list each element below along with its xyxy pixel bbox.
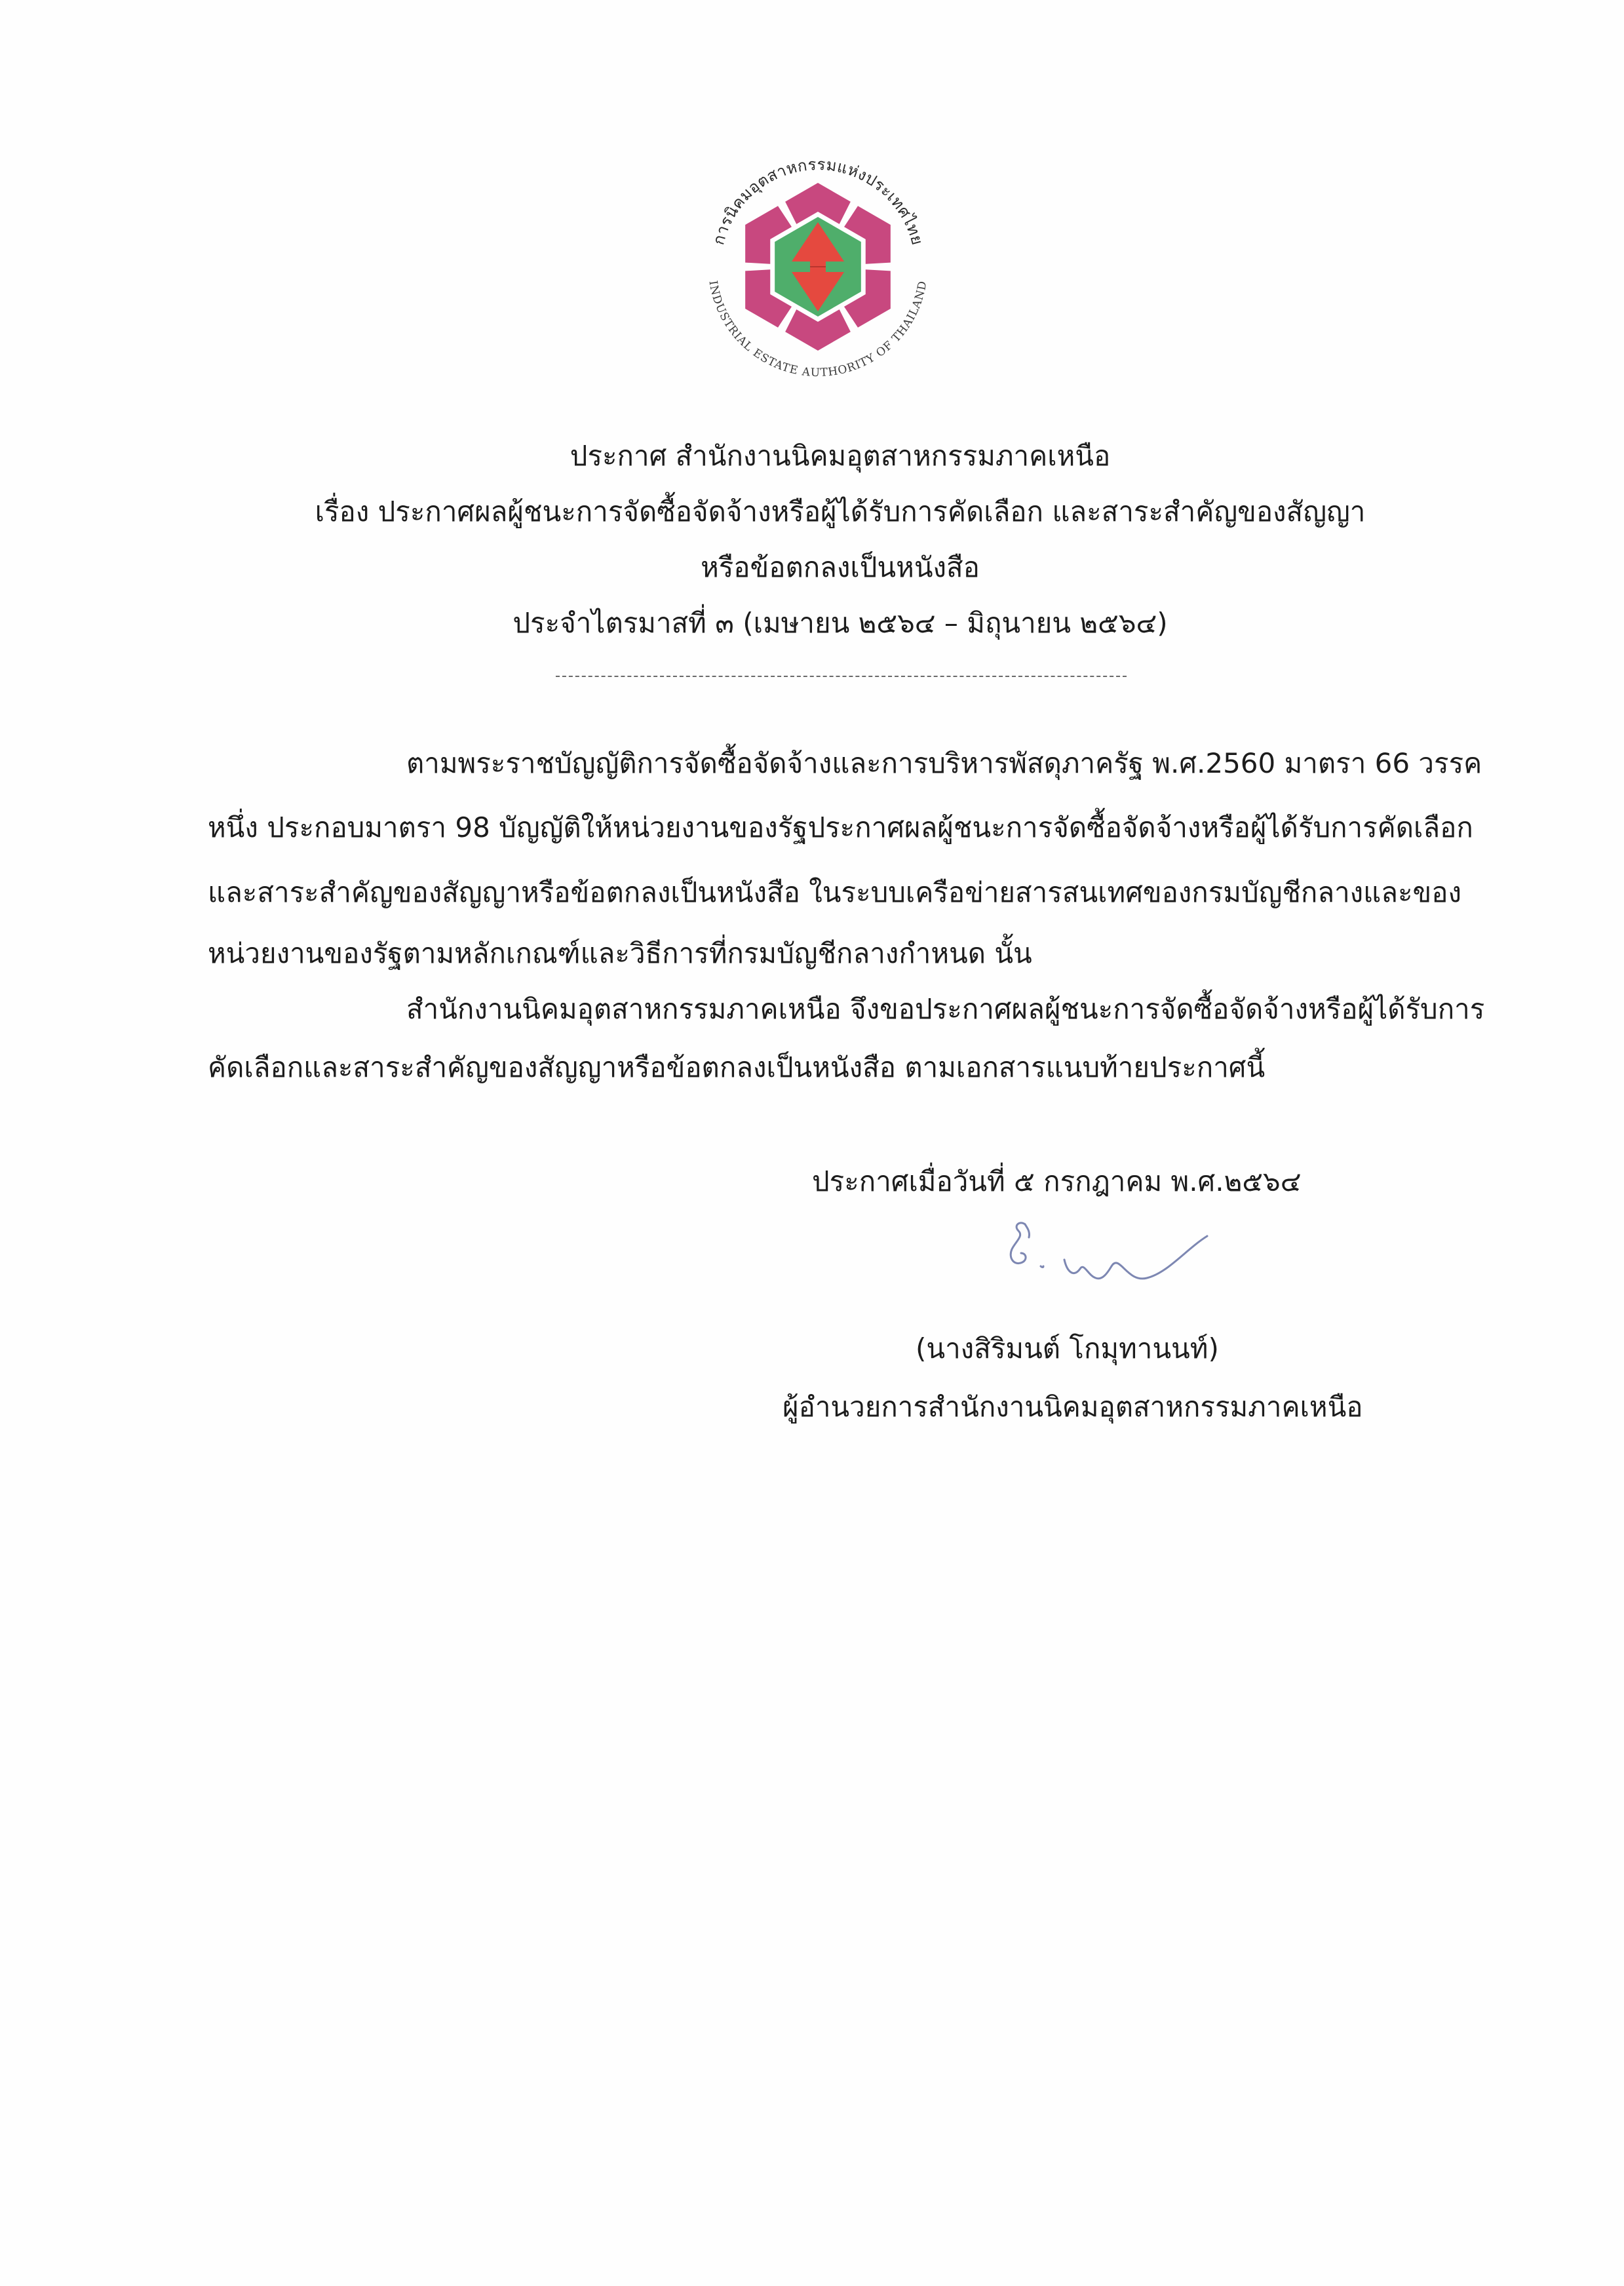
logo-thai-name: การนิคมอุตสาหกรรมแห่งประเทศไทย — [709, 155, 927, 247]
announcement-subject-continued: หรือข้อตกลงเป็นหนังสือ — [701, 551, 980, 583]
announcement-heading: ประกาศ สำนักงานนิคมอุตสาหกรรมภาคเหนือ — [570, 440, 1111, 472]
body-paragraph2-line: สำนักงานนิคมอุตสาหกรรมภาคเหนือ จึงขอประกาศผลผู้ชนะการจัดซื้อจัดจ้างหรือผู้ได้รับการ — [406, 993, 1485, 1025]
body-paragraph1-line: และสาระสำคัญของสัญญาหรือข้อตกลงเป็นหนังสือ ในระบบเครือข่ายสารสนเทศของกรมบัญชีกลางและของ — [208, 876, 1461, 908]
logo-english-name: INDUSTRIAL ESTATE AUTHORITY OF THAILAND — [706, 279, 930, 380]
body-paragraph1-line: ตามพระราชบัญญัติการจัดซื้อจัดจ้างและการบริหารพัสดุภาครัฐ พ.ศ.2560 มาตรา 66 วรรค — [406, 747, 1482, 779]
ieat-logo — [687, 136, 949, 398]
body-paragraph2-line: คัดเลือกและสาระสำคัญของสัญญาหรือข้อตกลงเป็นหนังสือ ตามเอกสารแนบท้ายประกาศนี้ — [208, 1051, 1266, 1083]
announcement-date: ประกาศเมื่อวันที่ ๕ กรกฎาคม พ.ศ.๒๕๖๔ — [812, 1165, 1302, 1197]
signatory-position: ผู้อำนวยการสำนักงานนิคมอุตสาหกรรมภาคเหนือ — [783, 1391, 1363, 1423]
announcement-subject: เรื่อง ประกาศผลผู้ชนะการจัดซื้อจัดจ้างหรือผู้ได้รับการคัดเลือก และสาระสำคัญของสัญญา — [315, 495, 1366, 528]
signatory-name: (นางสิริมนต์ โกมุทานนท์) — [916, 1332, 1219, 1365]
header-divider — [556, 676, 1127, 677]
body-paragraph1-line: หนึ่ง ประกอบมาตรา 98 บัญญัติให้หน่วยงานของรัฐประกาศผลผู้ชนะการจัดซื้อจัดจ้างหรือผู้ได้รับการคัดเลือก — [208, 811, 1473, 843]
body-paragraph1-line: หน่วยงานของรัฐตามหลักเกณฑ์และวิธีการที่กรมบัญชีกลางกำหนด นั้น — [208, 937, 1032, 969]
announcement-period: ประจำไตรมาสที่ ๓ (เมษายน ๒๕๖๔ – มิถุนายน ๒๕๖๔) — [512, 607, 1168, 639]
handwritten-signature — [996, 1212, 1219, 1298]
